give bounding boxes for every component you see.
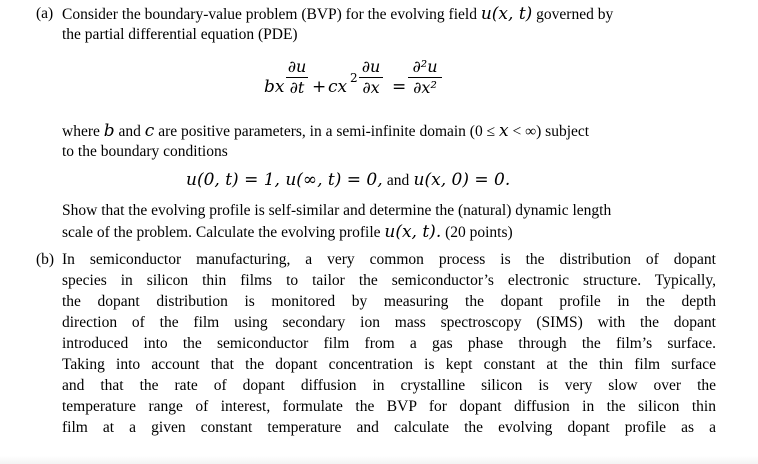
- part-b-line-8: temperature range of interest, formulate the BVP for dopant diffusion in the silicon thin: [62, 398, 716, 415]
- page-bottom-fade: [0, 456, 758, 464]
- part-b-line-2: species in silicon thin films to tailor the semiconductor’s electronic structure. Typically,: [62, 272, 716, 289]
- part-a-line-2: the partial differential equation (PDE): [62, 26, 298, 43]
- part-b-line-6: Taking into account that the dopant concentration is kept constant at the thin film surface: [62, 356, 716, 373]
- part-b-line-5: introduced into the semiconductor film from a gas phase through the film’s surface.: [62, 335, 716, 352]
- part-a-line-6: scale of the problem. Calculate the evolving profile u(x, t). (20 points): [62, 222, 513, 242]
- part-b-line-7: and that the rate of dopant diffusion in crystalline silicon is very slow over the: [62, 377, 716, 394]
- part-b-label: (b): [36, 251, 55, 268]
- part-a-line-1: Consider the boundary-value problem (BVP) for the evolving field u(x, t) governed by: [62, 4, 614, 24]
- part-a-line-5: Show that the evolving profile is self-similar and determine the (natural) dynamic length: [62, 202, 612, 219]
- boundary-conditions: u(0, t) = 1, u(∞, t) = 0, and u(x, 0) = 0.: [186, 170, 511, 190]
- part-b-line-4: direction of the film using secondary ion mass spectroscopy (SIMS) with the dopant: [62, 314, 716, 331]
- part-a-label: (a): [36, 5, 54, 22]
- part-b-line-9: film at a given constant temperature and calculate the evolving dopant profile as a: [62, 419, 716, 436]
- part-a-line-3: where b and c are positive parameters, in a semi-infinite domain (0 ≤ x < ∞) subject: [62, 121, 590, 141]
- part-b-line-3: the dopant distribution is monitored by measuring the dopant profile in the depth: [62, 293, 716, 310]
- part-a-line-4: to the boundary conditions: [62, 143, 228, 160]
- document-page: (a) Consider the boundary-value problem (BVP) for the evolving field u(x, t) governed by the partial differential equation (PDE) bx ∂u ∂t + cx 2 ∂u ∂x = ∂²u ∂x² where b and c are positive parameters, in a semi-infinite domain (0 ≤ x < ∞) subject to the boundary conditions u(0, t) = 1, u(∞, t) = 0, and u(x, 0) = 0. Show that the evolving profile is self-similar and determine the (natural) dynamic length scale of the problem. Calculate the evolving profile u(x, t). (20 points) (b) In semiconductor manufacturing, a very common process is the distribution of dopant species in silicon thin films to tailor the semiconductor’s electronic structure. Typically, the dopant distribution is monitored by measuring the dopant profile in the depth direction of the film using secondary ion mass spectroscopy (SIMS) with the dopant introduced into the semiconductor film from a gas phase through the film’s surface. Taking into account that the dopant concentration is kept constant at the thin film surface and that the rate of dopant diffusion in crystalline silicon is very slow over the temperature range of interest, formulate the BVP for dopant diffusion in the silicon thin film at a given constant temperature and calculate the evolving dopant profile as a: [0, 0, 758, 464]
- part-b-line-1: In semiconductor manufacturing, a very common process is the distribution of dopant: [62, 251, 716, 268]
